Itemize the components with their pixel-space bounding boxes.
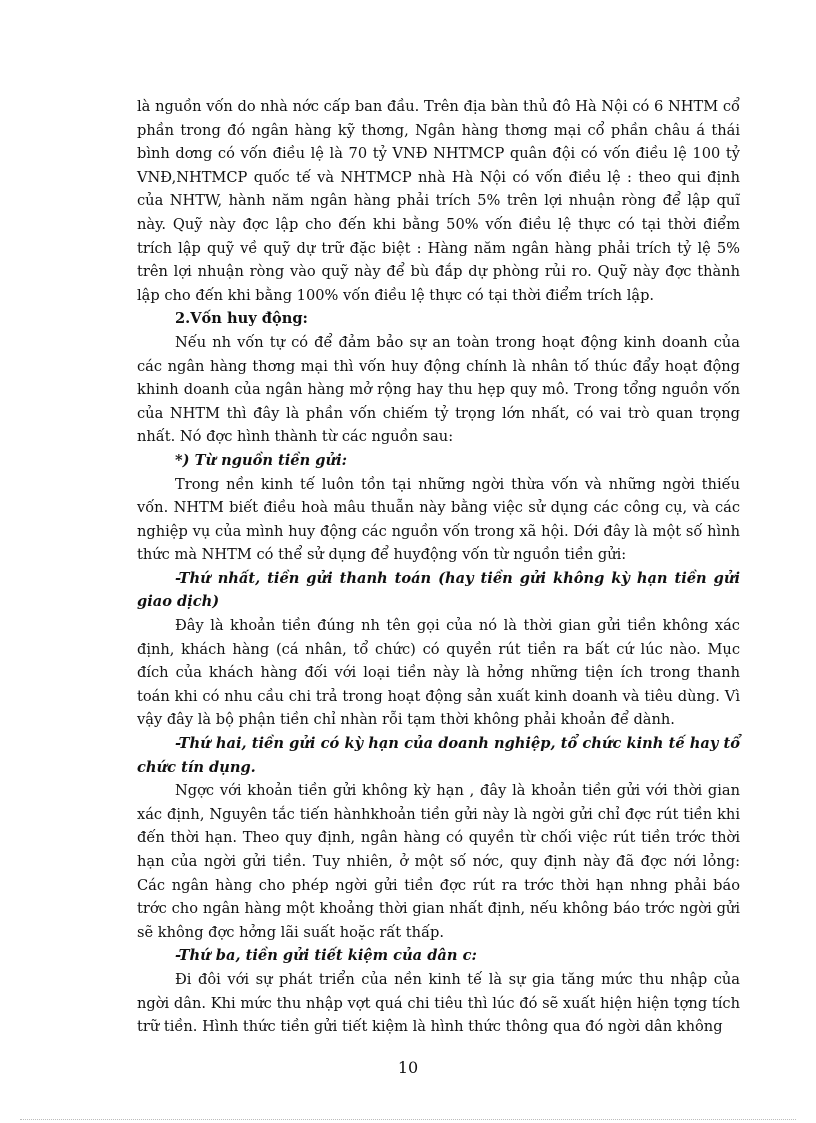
- paragraph-term-deposits: Ngợc với khoản tiền gửi không kỳ hạn , đây là khoản tiền gửi với thời gian xác định, Nguyên tắc tiến hànhkhoản tiền gửi này là ngời gửi chỉ đợc rút tiền khi đến thời hạn. Theo quy định, ngân hàng có quyền từ chối việc rút tiền trớc thời hạn của ngời gửi tiền. Tuy nhiên, ở một số nớc, quy định này đã đợc nới lỏng: Các ngân hàng cho phép ngời gửi tiền đợc rút ra trớc thời hạn nhng phải báo trớc cho ngân hàng một khoảng thời gian nhất định, nếu không báo trớc ngời gửi sẽ không đợc hởng lãi suất hoặc rất thấp.: [137, 782, 740, 941]
- heading-mobilized-capital: 2.Vốn huy động:: [175, 310, 308, 328]
- paragraph-mobilized-capital-intro: Nếu nh vốn tự có để đảm bảo sự an toàn trong hoạt động kinh doanh của các ngân hàng thơng mại thì vốn huy động chính là nhân tố thúc đẩy hoạt động khinh doanh của ngân hàng mở rộng hay thu hẹp quy mô. Trong tổng nguồn vốn của NHTM thì đây là phần vốn chiếm tỷ trọng lớn nhất, có vai trò quan trọng nhất. Nó đợc hình thành từ các nguồn sau:: [137, 333, 740, 446]
- paragraph-savings-deposits: Đi đôi với sự phát triển của nền kinh tế là sự gia tăng mức thu nhập của ngời dân. Khi mức thu nhập vợt quá chi tiêu thì lúc đó sẽ xuất hiện hiện tợng tích trữ tiền. Hình thức tiền gửi tiết kiệm là hình thức thông qua đó ngời dân không: [137, 970, 740, 1036]
- page-number: 10: [397, 1058, 419, 1077]
- subheading-first-payment-deposits: -Thứ nhất, tiền gửi thanh toán (hay tiền gửi không kỳ hạn tiền gửi giao dịch): [137, 569, 740, 611]
- page-bottom-divider: [20, 1119, 796, 1120]
- subheading-second-term-deposits: -Thứ hai, tiền gửi có kỳ hạn của doanh nghiệp, tổ chức kinh tế hay tổ chức tín dụng.: [137, 735, 740, 776]
- subheading-from-deposits: *) Từ nguồn tiền gửi:: [175, 451, 348, 469]
- document-body: [137, 95, 740, 1039]
- paragraph-deposits-intro: Trong nền kinh tế luôn tồn tại những ngời thừa vốn và những ngời thiếu vốn. NHTM biết điều hoà mâu thuẫn này bằng việc sử dụng các công cụ, và các nghiệp vụ của mình huy động các nguồn vốn trong xã hội. Dới đây là một số hình thức mà NHTM có thể sử dụng để huyđộng vốn từ nguồn tiền gửi:: [137, 475, 740, 564]
- paragraph-payment-deposits: Đây là khoản tiền đúng nh tên gọi của nó là thời gian gửi tiền không xác định, khách hàng (cá nhân, tổ chức) có quyền rút tiền ra bất cứ lúc nào. Mục đích của khách hàng đối với loại tiền này là hởng những tiện ích trong thanh toán khi có nhu cầu chi trả trong hoạt động sản xuất kinh doanh và tiêu dùng. Vì vậy đây là bộ phận tiền chỉ nhàn rỗi tạm thời không phải khoản để dành.: [137, 617, 740, 729]
- paragraph-reserve-fund: là nguồn vốn do nhà nớc cấp ban đầu. Trên địa bàn thủ đô Hà Nội có 6 NHTM cổ phần trong đó ngân hàng kỹ thơng, Ngân hàng thơng mại cổ phần châu á thái bình dơng có vốn điều lệ là 70 tỷ VNĐ NHTMCP quân đội có vốn điều lệ 100 tỷ VNĐ,NHTMCP quốc tế và NHTMCP nhà Hà Nội có vốn điều lệ : theo qui định của NHTW, hành năm ngân hàng phải trích 5% trên lợi nhuận ròng để lập quĩ này. Quỹ này đợc lập cho đến khi bằng 50% vốn điều lệ thực có tại thời điểm trích lập quỹ về quỹ dự trữ đặc biệt : Hàng năm ngân hàng phải trích tỷ lệ 5% trên lợi nhuận ròng vào quỹ này để bù đắp dự phòng rủi ro. Quỹ này đợc thành lập cho đến khi bằng 100% vốn điều lệ thực có tại thời điểm trích lập.: [137, 98, 740, 304]
- subheading-third-savings-deposits: -Thứ ba, tiền gửi tiết kiệm của dân c:: [175, 947, 477, 965]
